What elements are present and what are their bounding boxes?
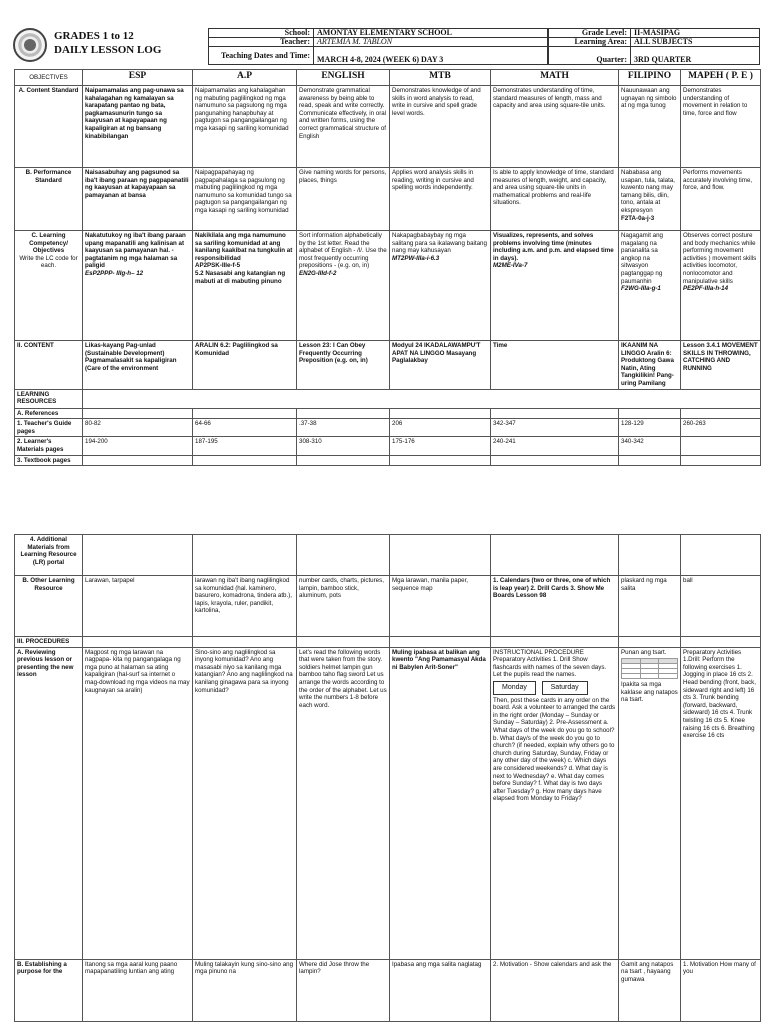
col-ap: A.P [193,70,297,86]
ap-extra: 5.2 Nasasabi ang katangian ng mabuti at di mabuting pinuno [195,269,286,285]
cell-math: Demonstrates understanding of time, standard measures of length, mass and capacity and area using square-tile units. [491,86,619,168]
cell-mtb: 206 [390,419,491,437]
teachers-guide-row [15,419,761,437]
empty-cell [681,535,761,576]
quarter-value: 3RD QUARTER [631,47,760,65]
math-code: M2ME-IVa-7 [493,262,528,270]
area-label: Learning Area: [549,38,631,47]
content-standard-row [15,86,761,168]
english-code: EN2G-IIId-f-2 [299,269,337,277]
performance-standard-row [15,168,761,231]
page-gap [0,468,768,532]
cell-english: Lesson 23: I Can Obey Frequently Occurring Preposition (e.g. on, in) [297,341,390,390]
row-label: LEARNING RESOURCES [15,389,83,408]
cell-mapeh: Demonstrates understanding of movement in relation to time, force and flow [681,86,761,168]
learning-resources-row [15,389,761,408]
empty-cell [491,455,619,466]
competency-row [15,231,761,341]
cell-filipino: IKAANIM NA LINGGO Aralin 6: Produktong Gawa Natin, Ating Tangkilikin! Pang-uring Pamilang [619,341,681,390]
competency-label: C. Learning Competency/ Objectives [29,232,68,255]
cell-mapeh [681,437,761,455]
cell-mtb: Demonstrates knowledge of and skills in word analysis to read, write in cursive and spell grade level words. [390,86,491,168]
cell-math: Is able to apply knowledge of time, standard measures of length, weight, and capacity, and area using square-tile units in mathematical problems and real-life situations. [491,168,619,231]
cell-ap [193,231,297,341]
empty-cell [297,535,390,576]
row-label: III. PROCEDURES [15,637,83,648]
cell-ap: Sino-sino ang naglilingkod sa inyong komunidad? Ano ang masasabi niyo sa kanilang mga katangian? Ano ang naglilingkod na kanilang ginagawa para sa inyong komunidad? [193,647,297,959]
row-label: B. Performance Standard [15,168,83,231]
dates-value: MARCH 4-8, 2024 (WEEK 6) DAY 3 [314,47,548,65]
cell-mapeh: Preparatory Activities 1.Drill: Perform the following exercises 1. Jogging in place 16 cts 2. Head bending (front, back, sideward right and left) 16 cts 3. Trunk bending (forward, backward, sideward) 16 cts 4. Trunk twisting 16 cts 5. Knee raising 16 cts 6. Breathing exercise 16 cts [681,647,761,959]
esp-text: Nakatutukoy ng iba't ibang paraan upang mapanatili ang kalinisan at kaayusan sa pamayanan hal. - pagtatanim ng mga halaman sa paligid [85,232,186,270]
cell-esp: Likas-kayang Pag-unlad (Sustainable Development) Pagmamalasakit sa kapaligiran (Care of the environment [83,341,193,390]
cell-math: 1. Calendars (two or three, one of which is leap year) 2. Drill Cards 3. Show Me Boards Lesson 98 [491,576,619,637]
esp-code: EsP2PPP- IIIg-h– 12 [85,269,144,277]
cell-esp: Larawan, tarpapel [83,576,193,637]
row-label: A. References [15,408,83,419]
cell-mtb: Modyul 24 IKADALAWAMPU'T APAT NA LINGGO Masayang Paglalakbay [390,341,491,390]
cell-ap: larawan ng iba't ibang naglilingkod sa komunidad (hal. kaminero, basurero, komadrona, tindera atb.), lapis, krayola, ruler, pandikit, kartolina, [193,576,297,637]
cell-mapeh: Lesson 3.4.1 MOVEMENT SKILLS IN THROWING, CATCHING AND RUNNING [681,341,761,390]
column-header-row [15,70,761,86]
meta-left [208,28,548,65]
row-label: A. Reviewing previous lesson or presenting the new lesson [15,647,83,959]
math-body: Then, post these cards in any order on the board. Ask a volunteer to arranged the cards in the right order (Monday – Sunday or Sunday – Saturday) 2. Pre-Assessment a. What days of the week do you go to school? b. What day/s of the week do you go to church? (if needed, explain why others go to church during Saturday, Sunday, Friday or any other day of the week) c. Which days are considered weekends? d. What day is next to Wednesday? e. What day comes before Sunday? f. What day is two days after Tuesday? g. How many days have elapsed from Monday to Friday? [493,696,616,803]
row-label: 2. Learner's Materials pages [15,437,83,455]
cell-filipino: 128-129 [619,419,681,437]
deped-seal-icon [13,28,47,62]
empty-cell [83,455,193,466]
empty-cell [491,637,619,648]
cell-math: 342-347 [491,419,619,437]
content-row [15,341,761,390]
lesson-table-page2 [14,534,761,1022]
lesson-table-page1 [14,69,761,466]
teacher-value: ARTEMIA M. TABLON [314,38,548,47]
procedures-row [15,637,761,648]
empty-cell [390,637,491,648]
empty-cell [193,535,297,576]
empty-cell [83,637,193,648]
cell-math [491,647,619,959]
cell-english: .37-38 [297,419,390,437]
row-label: II. CONTENT [15,341,83,390]
grade-label: Grade Level: [549,29,631,38]
cell-english: Let's read the following words that were taken from the story. soldiers helmet lampin gun bamboo taho flag sword Let us arrange the words according to the order of the alphabet. Let us write the numbers 1-8 before each word. [297,647,390,959]
cell-mtb: Ipabasa ang mga salita naglatag [390,959,491,1021]
other-resource-row [15,576,761,637]
row-label [15,231,83,341]
additional-materials-row [15,535,761,576]
cell-filipino: plaskard ng mga salita [619,576,681,637]
empty-cell [619,637,681,648]
row-label: A. Content Standard [15,86,83,168]
row-label: 4. Additional Materials from Learning Resource (LR) portal [15,535,83,576]
page-two [0,532,768,1024]
cell-filipino [619,647,681,959]
cell-esp [83,231,193,341]
cell-mapeh: 260-263 [681,419,761,437]
empty-cell [193,455,297,466]
filipino-text: Nagagamit ang magalang na pananalita sa angkop na sitwasyon pagtanggap ng paumanhin [621,232,663,285]
empty-cell [619,535,681,576]
cell-mtb: Applies word analysis skills in reading, writing in cursive and spelling words independently. [390,168,491,231]
dates-label: Teaching Dates and Time: [209,47,314,65]
col-math: MATH [491,70,619,86]
chart-thumbnail [621,658,678,679]
cell-esp: Itanong sa mga aaral kung paano mapapanatiling luntian ang ating [83,959,193,1021]
empty-cell [390,408,491,419]
empty-cell [193,408,297,419]
cell-esp: Magpost ng mga larawan na nagpapa- kita ng pangangalaga ng mga puno at halaman sa ating kapaligiran (hal-surf sa internet o mag-download ng mga videos na may kaugnayan sa aralin) [83,647,193,959]
empty-cell [681,637,761,648]
cell-math: Time [491,341,619,390]
filipino-code: F2TA-0a-j-3 [621,214,655,222]
cell-english [297,231,390,341]
math-intro: INSTRUCTIONAL PROCEDURE Preparatory Activities 1. Drill Show flashcards with names of the seven days. Let the pupils read the names. [493,648,607,679]
cell-ap: Naipamamalas ang kahalagahan ng mabuting paglilingkod ng mga namumuno sa pagsulong ng mga pangunahing hanapbuhay at pagtugon sa pangangailangan ng mga kasapi ng sariling komunidad [193,86,297,168]
cell-mapeh [681,231,761,341]
empty-cell [681,455,761,466]
cell-math [491,231,619,341]
title-dll: DAILY LESSON LOG [54,44,162,56]
teacher-label: Teacher: [209,38,314,47]
cell-math: 240-241 [491,437,619,455]
references-row [15,408,761,419]
cell-ap: Muling talakayin kung sino-sino ang mga pinuno na [193,959,297,1021]
row-label: 1. Teacher's Guide pages [15,419,83,437]
cell-esp: Naipamamalas ang pag-unawa sa kahalagahan ng kamalayan sa karapatang pantao ng bata, pagkamasunurin tungo sa kaayusan at kapayapaan ng kapaligiran at ng bansang kinabibilangan [83,86,193,168]
empty-cell [491,535,619,576]
empty-cell [619,408,681,419]
meta-right [548,28,760,65]
cell-esp: 194-200 [83,437,193,455]
cell-mtb [390,231,491,341]
grade-value: II-MASIPAG [631,29,760,38]
empty-cell [83,535,193,576]
filipino-text: Nababasa ang usapan, tula, talata, kuwento nang may tamang bilis, diin, tono, antala at ekspresyon [621,169,676,214]
saturday-card: Saturday [542,681,588,695]
cell-ap: ARALIN 6.2: Paglilingkod sa Komunidad [193,341,297,390]
cell-english: Give naming words for persons, places, things [297,168,390,231]
cell-mapeh: 1. Motivation How many of you [681,959,761,1021]
cell-ap: 187-195 [193,437,297,455]
mtb-text: Nakapagbabaybay ng mga salitang para sa ikalawang baitang nang may kahusayan [392,232,487,255]
empty-cell [390,535,491,576]
competency-sublabel: Write the LC code for each. [19,254,78,270]
cell-english: Where did Jose throw the lampin? [297,959,390,1021]
school-label: School: [209,29,314,38]
empty-cell [297,408,390,419]
cell-mapeh: ball [681,576,761,637]
mtb-code: MT2PW-IIIa-i-6.3 [392,254,440,262]
cell-esp: Naisasabuhay ang pagsunod sa iba't ibang paraan ng pagpapanatili ng kaayusan at kapayapaan sa pamayanan at bansa [83,168,193,231]
col-mapeh: MAPEH ( P. E ) [681,70,761,86]
cell-english: Demonstrate grammatical awareness by being able to read, speak and write correctly. Communicate effectively, in oral and written forms, using the correct grammatical structure of English [297,86,390,168]
ap-code: AP2PSK-IIIe-f-5 [195,262,241,270]
area-value: ALL SUBJECTS [631,38,760,47]
col-objectives: OBJECTIVES [15,70,83,86]
math-text: Visualizes, represents, and solves problems involving time (minutes including a.m. and p.m. and elapsed time in days). [493,232,614,262]
textbook-row [15,455,761,466]
filipino-intro: Punan ang tsart. [621,648,667,656]
cell-mtb: Mga larawan, manila paper, sequence map [390,576,491,637]
monday-card: Monday [493,681,536,695]
cell-filipino: 340-342 [619,437,681,455]
english-text: Sort information alphabetically by the 1st letter. Read the alphabet of English - /l/. Use the most frequently occurring prepositions - (e.g. on, in) [299,232,387,270]
empty-cell [619,455,681,466]
row-label: 3. Textbook pages [15,455,83,466]
filipino-code: F2WG-IIIa-g-1 [621,285,661,293]
empty-cell [83,389,761,408]
quarter-label: Quarter: [549,47,631,65]
empty-cell [297,455,390,466]
empty-cell [83,408,193,419]
col-esp: ESP [83,70,193,86]
empty-cell [193,637,297,648]
cell-mtb: Muling ipabasa at balikan ang kwento "Ang Pamamasyal Akda ni Babylen Arit-Soner" [390,647,491,959]
cell-esp: 80-82 [83,419,193,437]
col-filipino: FILIPINO [619,70,681,86]
cell-filipino [619,168,681,231]
cell-ap: 64-66 [193,419,297,437]
empty-cell [681,408,761,419]
cell-mtb: 175-176 [390,437,491,455]
row-label: B. Establishing a purpose for the [15,959,83,1021]
cell-mapeh: Performs movements accurately involving time, force, and flow. [681,168,761,231]
reviewing-row [15,647,761,959]
cell-filipino: Nauunawaan ang ugnayan ng simbolo at ng mga tunog [619,86,681,168]
filipino-body: Ipakita sa mga kaklase ang natapos na tsart. [621,681,678,704]
learners-materials-row [15,437,761,455]
cell-filipino [619,231,681,341]
establishing-row [15,959,761,1021]
ap-text: Nakikilala ang mga namumuno sa sariling komunidad at ang kanilang kaakibat na tungkulin at responsibilidad [195,232,293,262]
cell-ap: Naipagpapahayag ng pagpapahalaga sa pagsulong ng mabuting paglilingkod ng mga namumuno sa komunidad tungo sa pagtugon sa pangangailangan ng mga kasapi ng sariling komunidad [193,168,297,231]
cell-english: number cards, charts, pictures, lampin, bamboo stick, aluminum, pots [297,576,390,637]
mapeh-code: PE2PF-IIIa-h-14 [683,285,729,293]
cell-english: 308-310 [297,437,390,455]
title-grades: GRADES 1 to 12 [54,30,134,42]
school-value: AMONTAY ELEMENTARY SCHOOL [314,29,548,38]
cell-filipino: Gamit ang natapos na tsart , hayaang gumawa [619,959,681,1021]
page-one [0,0,768,468]
mapeh-text: Observes correct posture and body mechanics while performing movement activities ) movement skills activities locomotor, nonlocomotor and manipulative skills [683,232,757,285]
col-english: ENGLISH [297,70,390,86]
empty-cell [390,455,491,466]
cell-math: 2. Motivation - Show calendars and ask the [491,959,619,1021]
row-label: B. Other Learning Resource [15,576,83,637]
empty-cell [491,408,619,419]
empty-cell [297,637,390,648]
col-mtb: MTB [390,70,491,86]
